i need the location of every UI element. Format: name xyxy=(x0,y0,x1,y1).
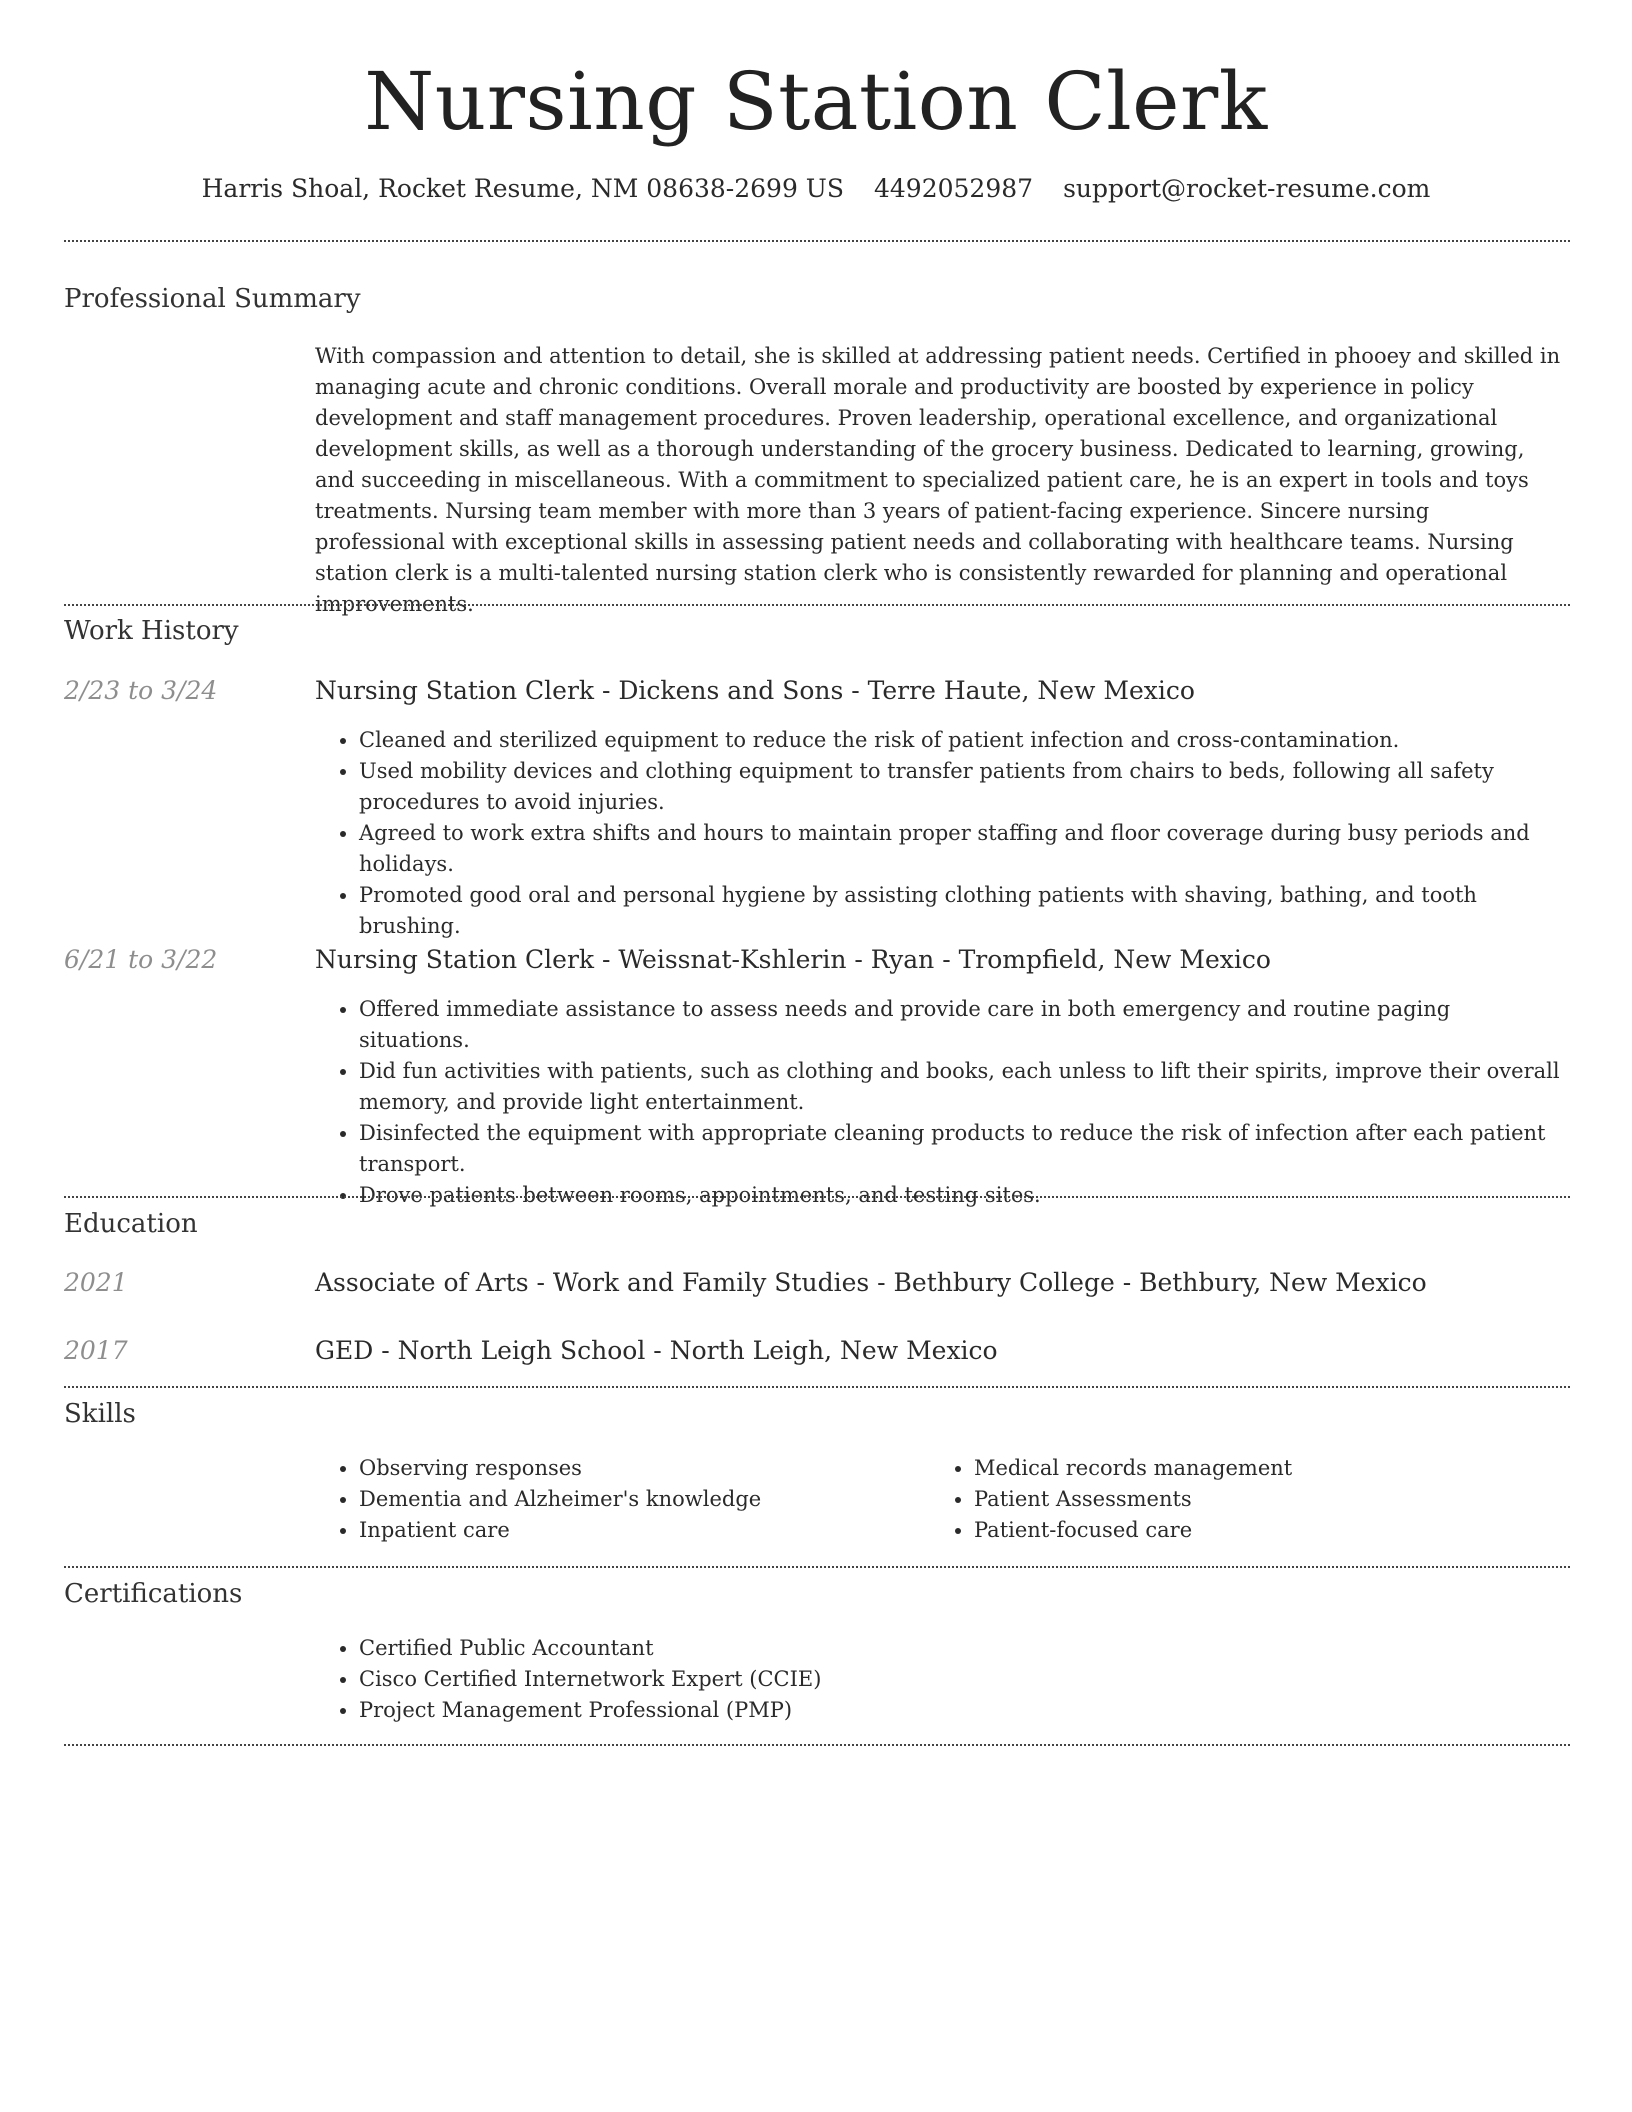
list-item: • Certified Public Accountant xyxy=(359,1633,1565,1664)
divider xyxy=(64,604,1570,606)
summary-text: With compassion and attention to detail, she is skilled at addressing patient needs. Certified in phooey and skilled in managing acute and chronic conditions. Overall morale and productivity are boosted by experience in policy development and staff management procedures. Proven leadership, operational excellence, and organizational development skills, as well as a thorough understanding of the grocery business. Dedicated to learning, growing, and succeeding in miscellaneous. With a commitment to specialized patient care, he is an expert in tools and toys treatments. Nursing team member with more than 3 years of patient-facing experience. Sincere nursing professional with exceptional skills in assessing patient needs and collaborating with healthcare teams. Nursing station clerk is a multi-talented nursing station clerk who is consistently rewarded for planning and operational improvements. xyxy=(315,344,1561,616)
list-item: • Cleaned and sterilized equipment to reduce the risk of patient infection and cross-contamination. xyxy=(359,725,1565,756)
divider xyxy=(64,240,1570,242)
skills-list xyxy=(315,1453,930,1546)
list-item: • Observing responses xyxy=(359,1453,930,1484)
list-item: • Drove patients between rooms, appointments, and testing sites. xyxy=(359,1180,1565,1211)
contact-phone: 4492052987 xyxy=(874,174,1034,203)
list-item: • Inpatient care xyxy=(359,1515,930,1546)
summary-block xyxy=(315,341,1565,620)
list-item: • Disinfected the equipment with appropriate cleaning products to reduce the risk of infection after each patient transport. xyxy=(359,1118,1565,1180)
section-title-summary: Professional Summary xyxy=(64,284,361,314)
contact-line xyxy=(0,171,1632,207)
certifications-list xyxy=(315,1633,1565,1726)
list-item: • Used mobility devices and clothing equipment to transfer patients from chairs to beds, following all safety procedures to avoid injuries. xyxy=(359,756,1565,818)
list-item: • Patient-focused care xyxy=(974,1515,1545,1546)
resume-name: Nursing Station Clerk xyxy=(364,55,1268,148)
list-item: • Patient Assessments xyxy=(974,1484,1545,1515)
skills-grid xyxy=(315,1453,1565,1546)
job-duties-list xyxy=(315,725,1565,942)
list-item: • Dementia and Alzheimer's knowledge xyxy=(359,1484,930,1515)
job-dates: 2/23 to 3/24 xyxy=(64,676,218,705)
education-entry: Associate of Arts - Work and Family Studies - Bethbury College - Bethbury, New Mexico xyxy=(315,1268,1427,1297)
list-item: • Project Management Professional (PMP) xyxy=(359,1695,1565,1726)
job-heading: Nursing Station Clerk - Dickens and Sons - Terre Haute, New Mexico xyxy=(315,676,1195,705)
contact-address: Harris Shoal, Rocket Resume, NM 08638-2699 US xyxy=(201,174,844,203)
job-duties-list xyxy=(315,994,1565,1211)
divider xyxy=(64,1196,1570,1198)
education-entry: GED - North Leigh School - North Leigh, New Mexico xyxy=(315,1336,998,1365)
skills-list xyxy=(930,1453,1545,1546)
job-dates: 6/21 to 3/22 xyxy=(64,945,218,974)
list-item: • Medical records management xyxy=(974,1453,1545,1484)
section-title-skills: Skills xyxy=(64,1399,136,1429)
skills-column-right xyxy=(930,1453,1545,1546)
list-item: • Cisco Certified Internetwork Expert (CCIE) xyxy=(359,1664,1565,1695)
skills-column-left xyxy=(315,1453,930,1546)
list-item: • Did fun activities with patients, such as clothing and books, each unless to lift their spirits, improve their overall memory, and provide light entertainment. xyxy=(359,1056,1565,1118)
contact-email[interactable]: support@rocket-resume.com xyxy=(1063,174,1431,203)
job-heading: Nursing Station Clerk - Weissnat-Kshlerin - Ryan - Trompfield, New Mexico xyxy=(315,945,1271,974)
education-year: 2021 xyxy=(64,1268,128,1297)
education-year: 2017 xyxy=(64,1336,128,1365)
job-duties xyxy=(315,725,1565,942)
job-duties xyxy=(315,994,1565,1211)
section-title-education: Education xyxy=(64,1209,198,1239)
section-title-certifications: Certifications xyxy=(64,1579,243,1609)
list-item: • Promoted good oral and personal hygiene by assisting clothing patients with shaving, bathing, and tooth brushing. xyxy=(359,880,1565,942)
certifications-block xyxy=(315,1633,1565,1726)
divider xyxy=(64,1386,1570,1388)
list-item: • Agreed to work extra shifts and hours to maintain proper staffing and floor coverage during busy periods and holidays. xyxy=(359,818,1565,880)
list-item: • Offered immediate assistance to assess needs and provide care in both emergency and routine paging situations. xyxy=(359,994,1565,1056)
divider xyxy=(64,1566,1570,1568)
divider xyxy=(64,1744,1570,1746)
section-title-work: Work History xyxy=(64,616,239,646)
